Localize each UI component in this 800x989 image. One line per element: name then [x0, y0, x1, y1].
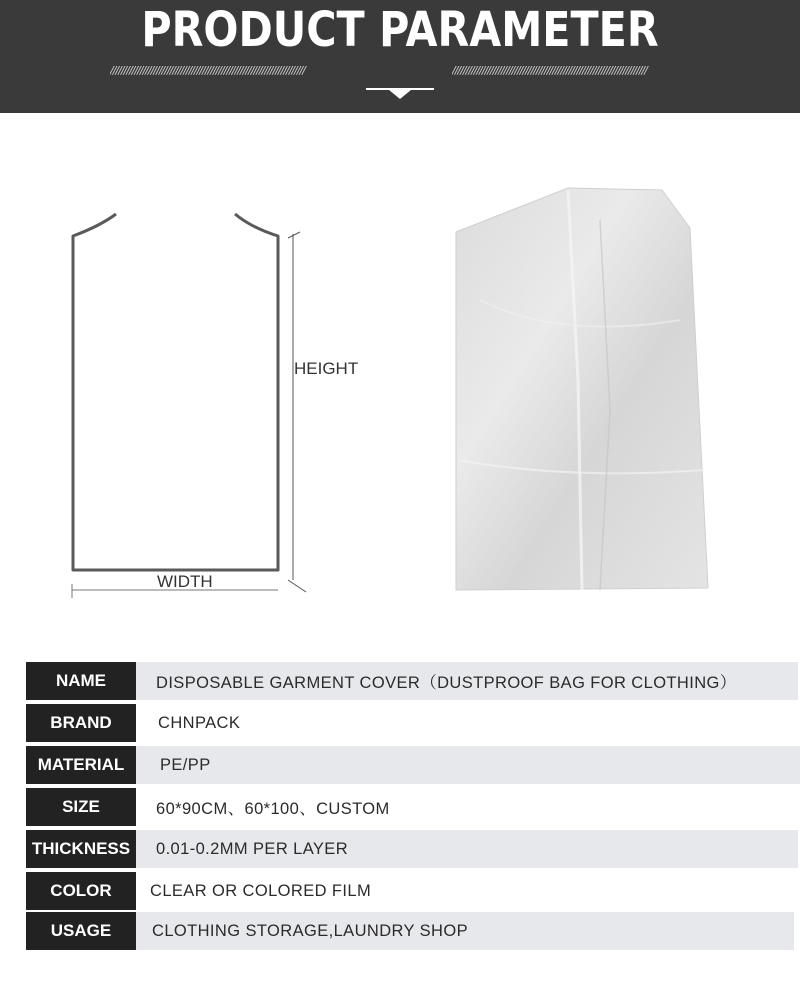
spec-row-material	[26, 746, 778, 784]
spec-row-name	[26, 662, 778, 700]
decorative-hatch-right: ////////////////////////////////////////////////////////////////////////	[452, 64, 647, 77]
spec-label: USAGE	[26, 912, 136, 950]
spec-row-size	[26, 788, 778, 826]
page-title: PRODUCT PARAMETER	[141, 2, 659, 58]
garment-cover-diagram	[60, 200, 380, 610]
spec-label: SIZE	[26, 788, 136, 826]
spec-value: DISPOSABLE GARMENT COVER（DUSTPROOF BAG FOR CLOTHING）	[136, 662, 798, 700]
width-label: WIDTH	[157, 572, 213, 591]
header-banner	[0, 0, 800, 113]
bag-outline	[73, 214, 278, 570]
spec-label: MATERIAL	[26, 746, 136, 784]
spec-value: PE/PP	[136, 746, 800, 784]
spec-row-thickness	[26, 830, 778, 868]
height-dimension-tick-top	[288, 232, 300, 238]
spec-row-color	[26, 872, 778, 910]
spec-row-usage	[26, 912, 778, 950]
garment-cover-photo	[450, 180, 720, 600]
chevron-down-icon	[389, 90, 411, 99]
spec-label: BRAND	[26, 704, 136, 742]
height-label: HEIGHT	[294, 359, 359, 378]
spec-label: NAME	[26, 662, 136, 700]
spec-value: CLOTHING STORAGE,LAUNDRY SHOP	[136, 912, 794, 950]
decorative-hatch-left: ////////////////////////////////////////////////////////////////////////	[110, 64, 305, 77]
spec-value: CHNPACK	[158, 714, 241, 732]
spec-value: 60*90CM、60*100、CUSTOM	[156, 800, 390, 818]
spec-value: 0.01-0.2MM PER LAYER	[136, 830, 798, 868]
spec-label: THICKNESS	[26, 830, 136, 868]
spec-row-brand	[26, 704, 778, 742]
spec-value: CLEAR OR COLORED FILM	[150, 881, 372, 900]
height-dimension-tick-bottom	[288, 580, 306, 592]
spec-label: COLOR	[26, 872, 136, 910]
